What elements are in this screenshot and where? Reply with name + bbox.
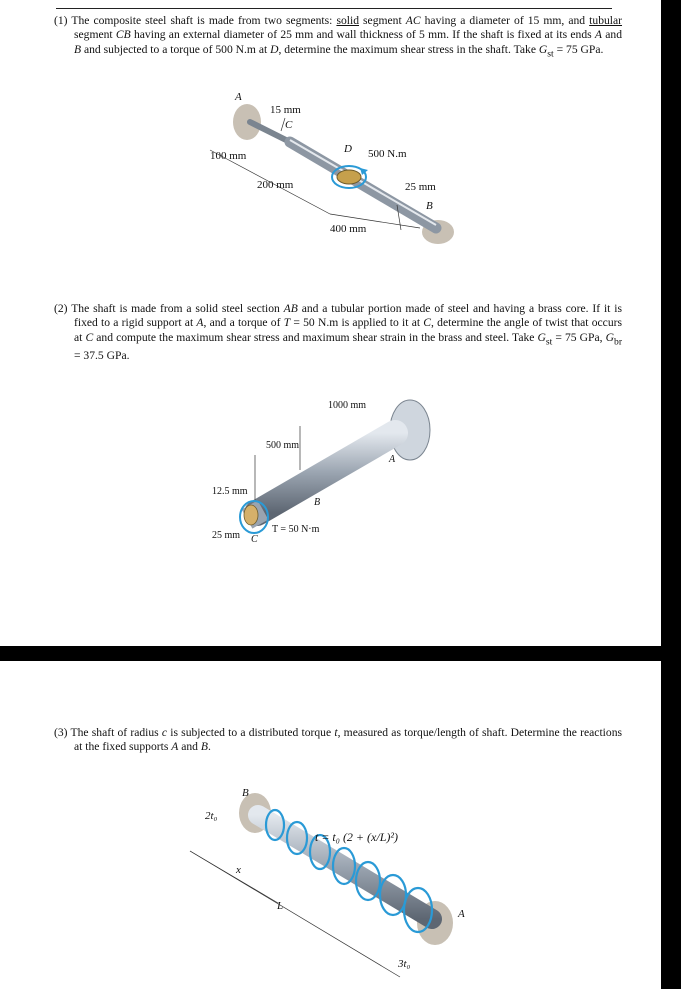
label-a: A	[389, 454, 396, 465]
label-l: L	[277, 900, 284, 912]
label-b: B	[426, 200, 433, 212]
label-x: x	[236, 864, 241, 876]
label-a: A	[235, 91, 242, 103]
label-2t0: 2t₀	[205, 810, 218, 822]
page-2	[0, 661, 661, 989]
figure-3	[0, 661, 661, 989]
dim-100-mm: 100 mm	[210, 150, 247, 162]
dim-15-mm: 15 mm	[270, 104, 301, 116]
problem-1-text: (1) The composite steel shaft is made from two segments: solid segment AC having a diameter of 15 mm, and tubular segment CB having an external diameter of 25 mm and wall thickness of 5 mm. If the shaft is fixed at its ends A and B and subjected to a torque of 500 N.m at D, determine the maximum shear stress in the shaft. Take $G_{st} = 75$ GPa.	[54, 14, 623, 59]
dim-12-5-mm: 12.5 mm	[212, 486, 248, 497]
dim-25-mm: 25 mm	[405, 181, 436, 193]
label-a: A	[458, 908, 465, 920]
dim-1000-mm: 1000 mm	[328, 400, 367, 411]
label-c: C	[285, 119, 293, 131]
dim-400-mm: 400 mm	[330, 223, 367, 235]
gear-d	[337, 170, 361, 184]
label-b: B	[314, 497, 321, 508]
problem-3-text: (3) The shaft of radius c is subjected to a distributed torque t, measured as torque/length of shaft. Determine the reactions at the fixed supports A and B.	[54, 726, 622, 754]
problem-2-text: (2) The shaft is made from a solid steel section AB and a tubular portion made of steel and having a brass core. If it is fixed to a rigid support at A, and a torque of T = 50 N.m is applied to it at C, determine the angle of twist that occurs at C and compute the maximum shear stress and maximum shear strain in the brass and steel. Take $G_{st} = 75$ GPa, $G_{br} = 37.5$ GPa.	[54, 302, 623, 363]
arrowhead-icon	[360, 168, 368, 175]
torque-50: T = 50 N·m	[272, 524, 320, 535]
label-d: D	[344, 143, 352, 155]
dim-500-mm: 500 mm	[266, 440, 300, 451]
dim-line-x	[190, 851, 278, 903]
label-c: C	[251, 534, 258, 545]
label-3t0: 3t₀	[398, 958, 411, 970]
label-b: B	[242, 787, 249, 799]
torque-formula: t = t₀ (2 + (x/L)²)	[315, 830, 398, 844]
brass-core	[244, 505, 258, 525]
torque-500: 500 N.m	[368, 148, 407, 160]
dim-25-mm: 25 mm	[212, 530, 241, 541]
dim-200-mm: 200 mm	[257, 179, 294, 191]
